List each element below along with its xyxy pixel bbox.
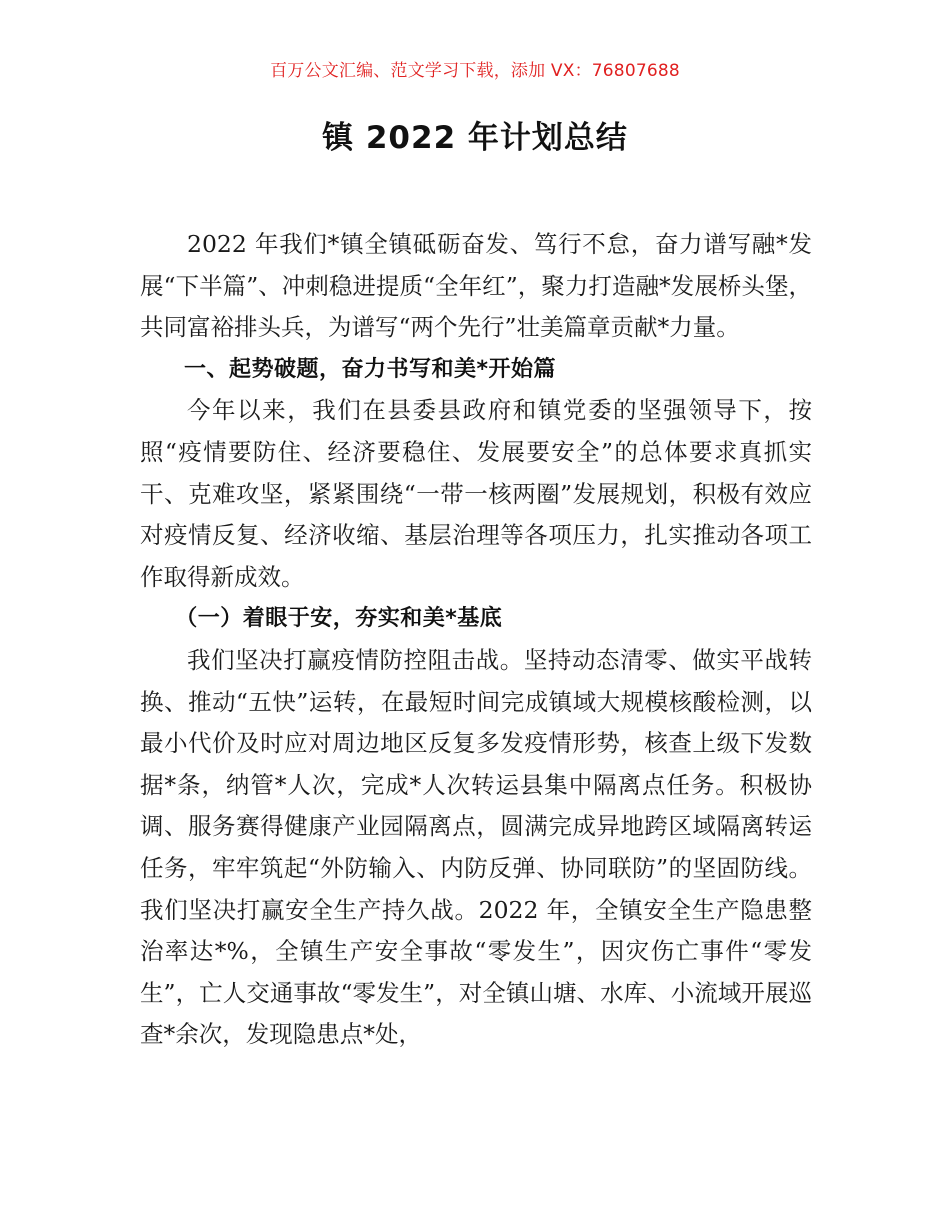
subsection-heading-1: （一）着眼于安，夯实和美*基底 (175, 606, 503, 632)
section-1-paragraph: 今年以来，我们在县委县政府和镇党委的坚强领导下，按照“疫情要防住、经济要稳住、发展要安全”的总体要求真抓实干、克难攻坚，紧紧围绕“一带一核两圈”发展规划，积极有效应对疫情反复、经济收缩、基层治理等各项压力，扎实推动各项工作取得新成效。 (140, 396, 812, 591)
subsection-1-paragraph: 我们坚决打赢疫情防控阻击战。坚持动态清零、做实平战转换、推动“五快”运转，在最短时间完成镇域大规模核酸检测，以最小代价及时应对周边地区反复多发疫情形势，核查上级下发数据*条，纳管*人次，完成*人次转运县集中隔离点任务。积极协调、服务赛得健康产业园隔离点，圆满完成异地跨区域隔离转运任务，牢牢筑起“外防输入、内防反弹、协同联防”的坚固防线。我们坚决打赢安全生产持久战。2022 年，全镇安全生产隐患整治率达*%，全镇生产安全事故“零发生”，因灾伤亡事件“零发生”，亡人交通事故“零发生”，对全镇山塘、水库、小流域开展巡查*余次，发现隐患点*处， (140, 645, 812, 1049)
download-notice: 百万公文汇编、范文学习下载，添加 VX：76807688 (270, 61, 680, 81)
intro-paragraph: 2022 年我们*镇全镇砥砺奋发、笃行不怠，奋力谱写融*发展“下半篇”、冲刺稳进提质“全年红”，聚力打造融*发展桥头堡，共同富裕排头兵，为谱写“两个先行”壮美篇章贡献*力量。 (140, 230, 812, 342)
document-title: 镇 2022 年计划总结 (322, 120, 628, 156)
document-body (140, 224, 812, 1056)
section-heading-1: 一、起势破题，奋力书写和美*开始篇 (184, 356, 557, 382)
